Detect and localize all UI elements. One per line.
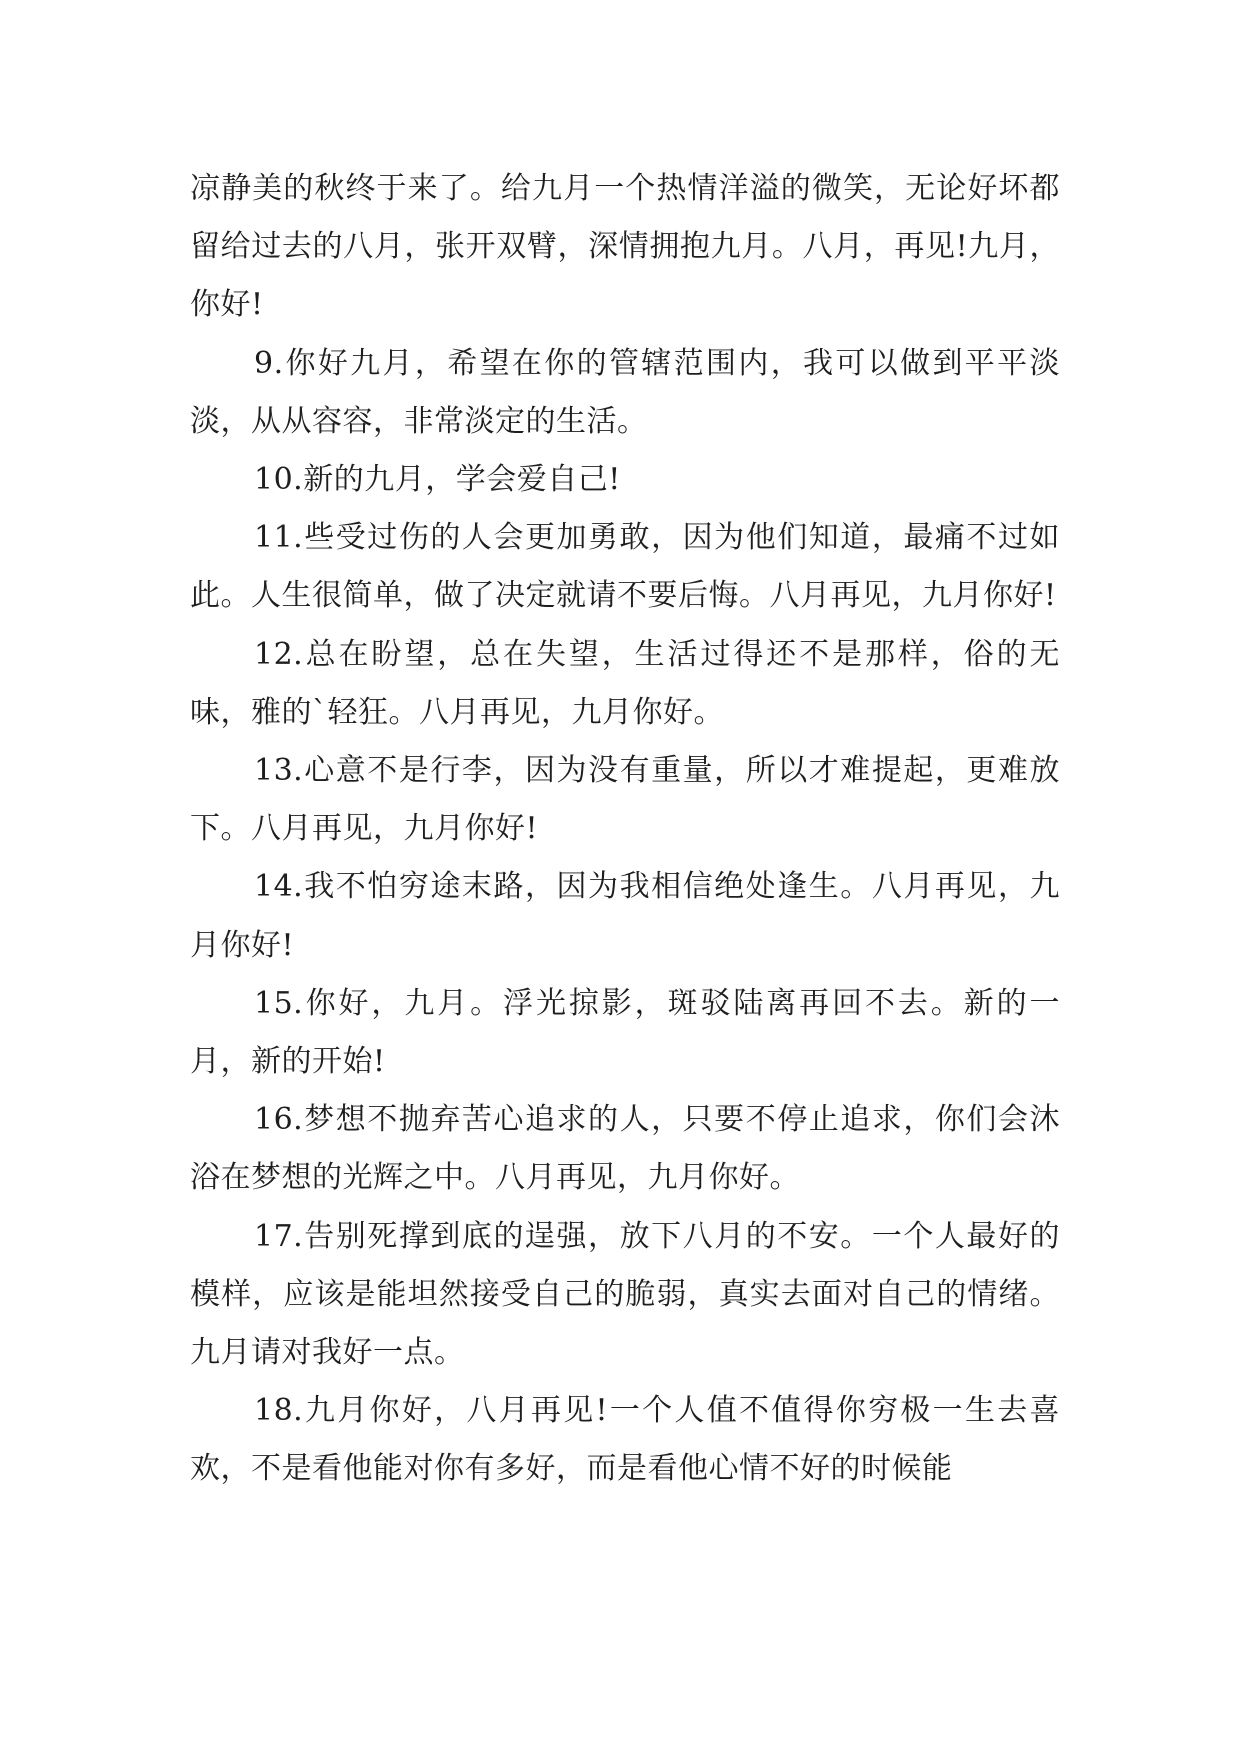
paragraph-item-9: 9.你好九月，希望在你的管辖范围内，我可以做到平平淡淡，从从容容，非常淡定的生活。 <box>190 345 1060 439</box>
paragraph-item-14: 14.我不怕穷途末路，因为我相信绝处逢生。八月再见，九月你好! <box>190 869 1060 963</box>
paragraph-item-18: 18.九月你好，八月再见!一个人值不值得你穷极一生去喜欢，不是看他能对你有多好，而是看他心情不好的时候能 <box>190 1393 1060 1487</box>
paragraph-item-17: 17.告别死撑到底的逞强，放下八月的不安。一个人最好的模样，应该是能坦然接受自己的脆弱，真实去面对自己的情绪。九月请对我好一点。 <box>190 1218 1060 1371</box>
paragraph-continuation: 凉静美的秋终于来了。给九月一个热情洋溢的微笑，无论好坏都留给过去的八月，张开双臂，深情拥抱九月。八月，再见!九月，你好! <box>190 171 1060 323</box>
paragraph-item-11: 11.些受过伤的人会更加勇敢，因为他们知道，最痛不过如此。人生很简单，做了决定就请不要后悔。八月再见，九月你好! <box>190 520 1060 614</box>
document-body <box>190 160 1060 1499</box>
paragraph-item-12: 12.总在盼望，总在失望，生活过得还不是那样，俗的无味，雅的`轻狂。八月再见，九月你好。 <box>190 636 1060 730</box>
paragraph-item-13: 13.心意不是行李，因为没有重量，所以才难提起，更难放下。八月再见，九月你好! <box>190 753 1060 847</box>
paragraph-item-15: 15.你好，九月。浮光掠影，斑驳陆离再回不去。新的一月，新的开始! <box>190 985 1060 1080</box>
paragraph-item-10: 10.新的九月，学会爱自己! <box>254 462 621 498</box>
paragraph-item-16: 16.梦想不抛弃苦心追求的人，只要不停止追求，你们会沐浴在梦想的光辉之中。八月再见，九月你好。 <box>190 1102 1060 1196</box>
